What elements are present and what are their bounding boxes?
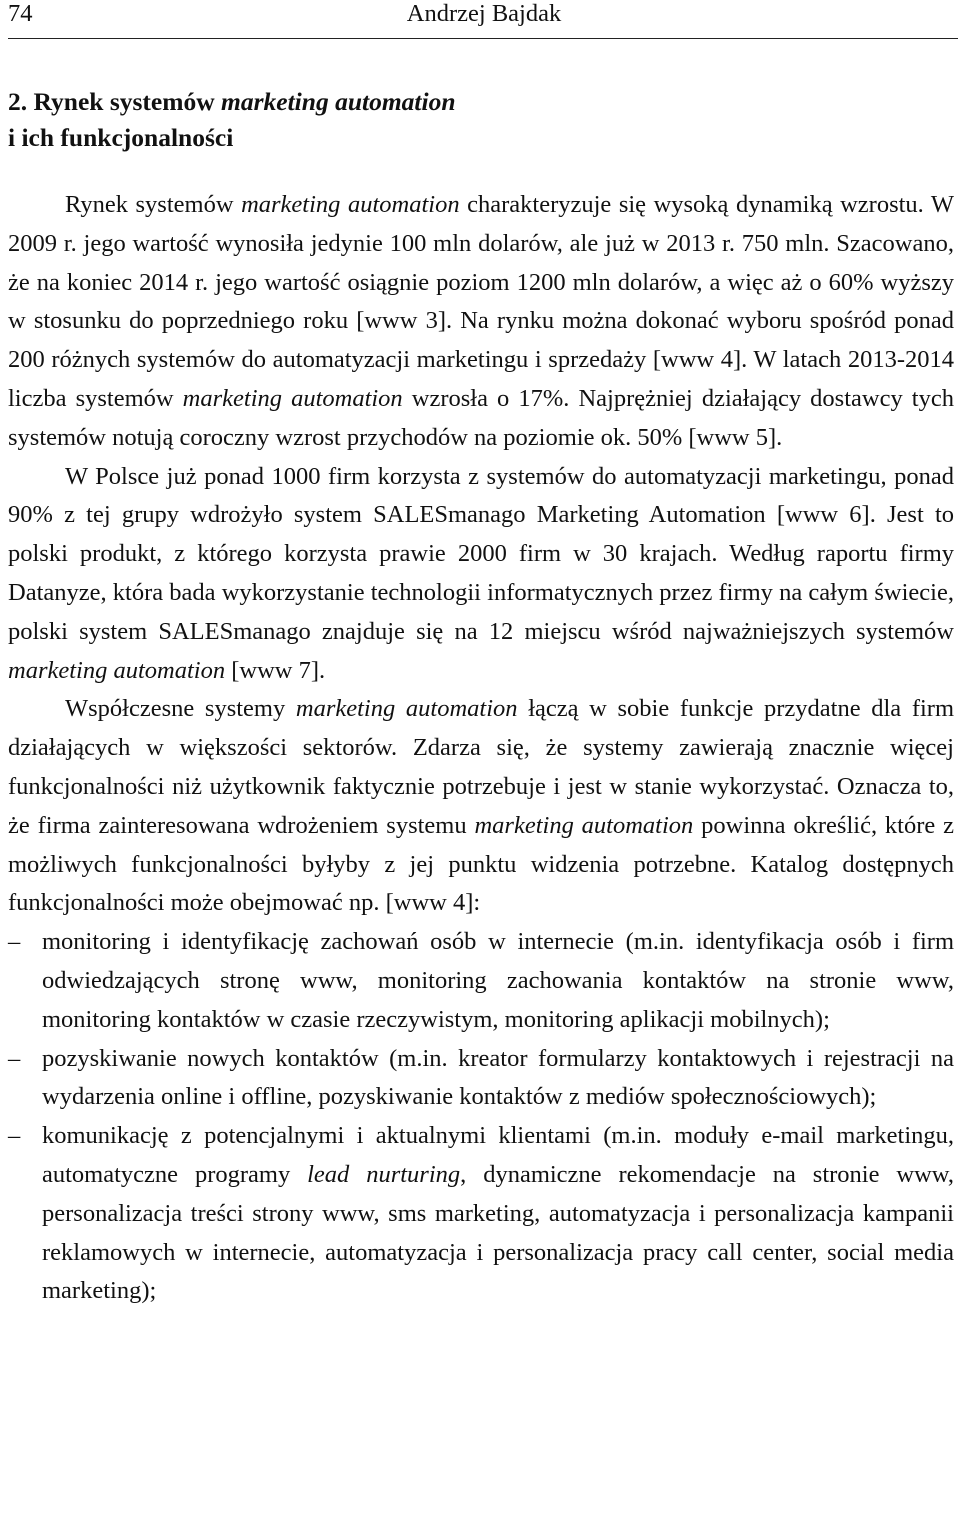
dash-marker: – [8, 928, 21, 956]
functionality-list [8, 923, 954, 1311]
italic-term: marketing automation [182, 384, 403, 412]
running-head-author: Andrzej Bajdak [406, 0, 562, 27]
list-item [8, 923, 954, 1039]
list-item-text: monitoring i identyfikację zachowań osób w internecie (m.in. identyfikacja osób i firm odwiedzających stronę www, monitoring zachowania kontaktów na stronie www, monitoring kontaktów w czasie rzeczywistym, monitoring aplikacji mobilnych); [42, 928, 954, 1033]
text-run: charakteryzuje się wysoką dynamiką wzrostu. W 2009 r. jego wartość wynosiła jedynie 100 mln dolarów, ale już w 2013 r. 750 mln. Szacowano, że na koniec 2014 r. jego wartość osiągnie poziom 1200 mln dolarów, a więc aż o 60% wyższy w stosunku do poprzedniego roku [www 3]. Na rynku można dokonać wyboru spośród ponad 200 różnych systemów do automatyzacji marketingu i sprzedaży [www 4]. W latach 2013-2014 liczba systemów [8, 191, 955, 412]
section-title-part1: Rynek systemów [33, 87, 215, 116]
list-item [8, 1040, 954, 1118]
list-item-text: pozyskiwanie nowych kontaktów (m.in. kreator formularzy kontaktowych i rejestracji na wydarzenia online i offline, pozyskiwanie kontaktów z mediów społecznościowych); [42, 1044, 954, 1111]
dash-marker: – [8, 1122, 21, 1150]
page-header [8, 0, 960, 30]
italic-term: lead nurturing [307, 1160, 461, 1188]
text-run: W Polsce już ponad 1000 firm korzysta z systemów do automatyzacji marketingu, ponad 90% z tej grupy wdrożyło system SALESmanago Marketing Automation [www 6]. Jest to polski produkt, z którego korzysta prawie 2000 firm w 30 krajach. Według raportu firmy Datanyze, która bada wykorzystanie technologii informatycznych przez firmy na całym świecie, polski system SALESmanago znajduje się na 12 miejscu wśród najważniejszych systemów [8, 462, 954, 645]
paragraph-functions [8, 690, 954, 923]
section-title-italic: marketing automation [221, 87, 456, 116]
paragraph-poland [8, 458, 954, 691]
text-run: powinna określić, które z możliwych funkcjonalności byłyby z jej punktu widzenia potrzebne. Katalog dostępnych funkcjonalności może obejmować np. [www 4]: [8, 811, 954, 917]
text-run: , dynamiczne rekomendacje na stronie www, personalizacja treści strony www, sms marketing, automatyzacja i personalizacja kampanii reklamowych w internecie, automatyzacja i personalizacja pracy call center, social media marketing); [42, 1160, 954, 1305]
text-run: komunikację z potencjalnymi i aktualnymi klientami (m.in. moduły e-mail marketingu, automatyczne programy [42, 1122, 954, 1188]
section-heading [8, 84, 908, 156]
text-run: Rynek systemów [65, 191, 234, 218]
list-item [8, 1117, 954, 1311]
section-title-part2: i ich funkcjonalności [8, 123, 234, 152]
italic-term: marketing automation [295, 695, 518, 723]
header-rule [8, 38, 958, 39]
paragraph-market-growth [8, 186, 954, 458]
italic-term: marketing automation [474, 811, 694, 839]
body-text [8, 186, 954, 1311]
italic-term: marketing automation [8, 656, 226, 684]
italic-term: marketing automation [241, 191, 460, 218]
text-run: [www 7]. [231, 656, 326, 684]
text-run: wzrosła o 17%. Najprężniej działający dostawcy tych systemów notują coroczny wzrost przychodów na poziomie ok. 50% [www 5]. [8, 384, 954, 451]
section-number: 2. [8, 87, 28, 116]
text-run: łączą w sobie funkcje przydatne dla firm działających w większości sektorów. Zdarza się, że systemy zawierają znacznie więcej funkcjonalności niż użytkownik faktycznie potrzebuje i jest w stanie wykorzystać. Oznacza to, że firma zainteresowana wdrożeniem systemu [8, 695, 955, 839]
dash-marker: – [8, 1044, 21, 1072]
page-number: 74 [8, 0, 33, 27]
text-run: Współczesne systemy [65, 695, 286, 723]
